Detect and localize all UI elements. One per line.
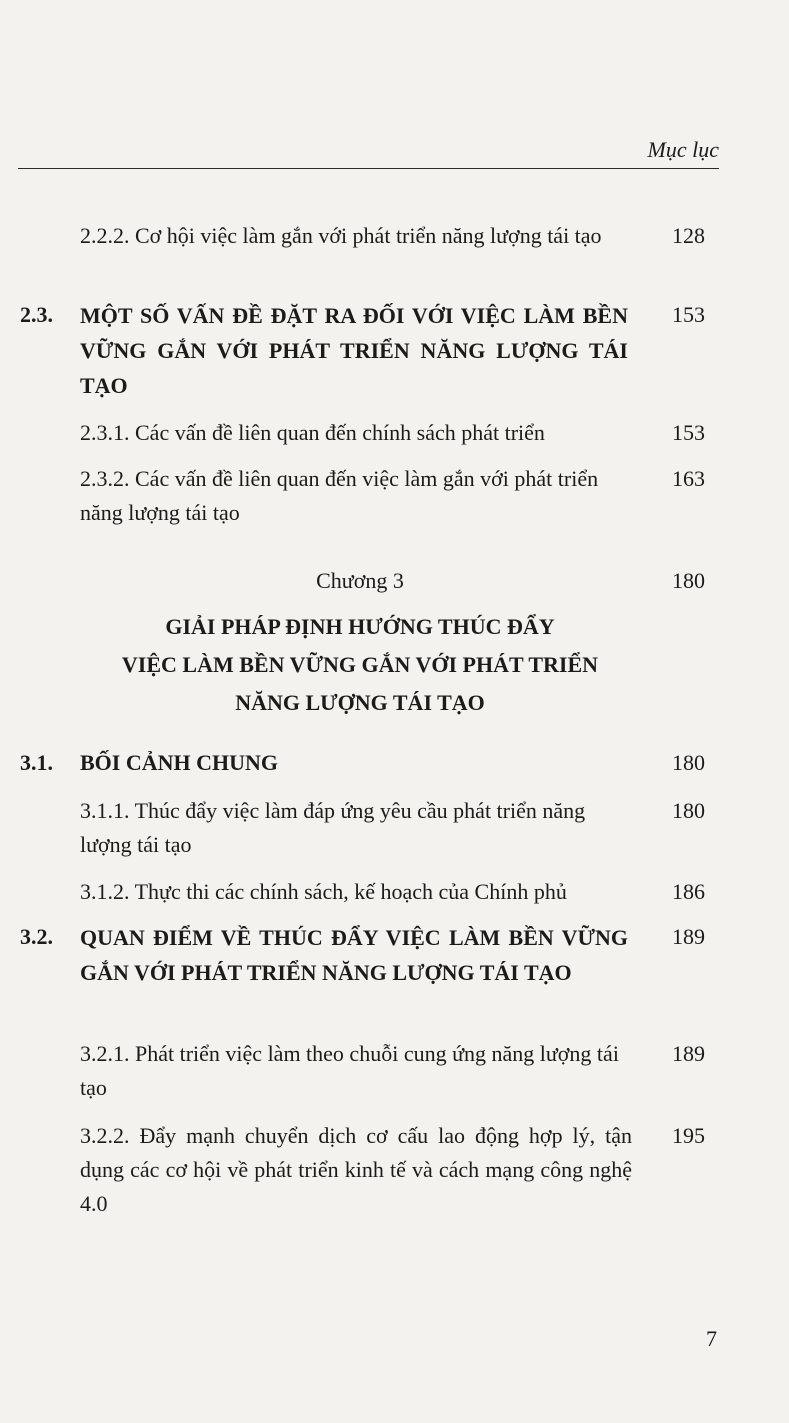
toc-section-3-2 [80,920,628,990]
toc-entry-label: 2.3.2. Các vấn đề liên quan đến việc làm gắn với phát triển năng lượng tái tạo [80,466,599,525]
toc-page-number: 180 [672,798,705,823]
toc-page-number: 128 [672,223,705,248]
toc-entry-label: 2.2.2. Cơ hội việc làm gắn với phát triển năng lượng tái tạo [80,223,602,248]
toc-page-number: 189 [672,924,705,949]
toc-section-3-1 [80,746,628,780]
page-number: 7 [706,1326,717,1351]
toc-section-2-3 [80,298,628,403]
toc-page-number: 195 [672,1123,705,1148]
toc-section-title: BỐI CẢNH CHUNG [80,750,279,775]
toc-page-number: 163 [672,466,705,491]
toc-section-title: QUAN ĐIỂM VỀ THÚC ĐẨY VIỆC LÀM BỀN VỮNG GẮN VỚI PHÁT TRIỂN NĂNG LƯỢNG TÁI TẠO [80,925,628,985]
toc-entry-label: 3.2.1. Phát triển việc làm theo chuỗi cung ứng năng lượng tái tạo [80,1041,619,1100]
toc-page-number: 153 [672,420,705,445]
chapter-title-line-3: NĂNG LƯỢNG TÁI TẠO [235,690,485,715]
toc-section-number: 3.2. [20,924,53,949]
chapter-label: Chương 3 [316,568,404,593]
toc-entry-label: 3.1.1. Thúc đẩy việc làm đáp ứng yêu cầu phát triển năng lượng tái tạo [80,798,586,857]
toc-entry-2-3-2 [80,462,635,530]
toc-entry-label: 3.2.2. Đẩy mạnh chuyển dịch cơ cấu lao động hợp lý, tận dụng các cơ hội về phát triển kinh tế và cách mạng công nghệ 4.0 [80,1123,632,1216]
chapter-title-line-2: VIỆC LÀM BỀN VỮNG GẮN VỚI PHÁT TRIỂN [121,652,599,677]
toc-section-number: 3.1. [20,750,53,775]
toc-entry-2-3-1 [80,416,635,450]
toc-entry-2-2-2 [80,219,635,253]
toc-page-number: 180 [672,750,705,775]
toc-page-number: 153 [672,302,705,327]
header-title: Mục lục [647,137,719,162]
toc-entry-label: 2.3.1. Các vấn đề liên quan đến chính sách phát triển [80,420,545,445]
toc-entry-3-2-2 [80,1119,632,1221]
toc-entry-3-1-2 [80,875,640,909]
chapter-title-line-1: GIẢI PHÁP ĐỊNH HƯỚNG THÚC ĐẨY [165,614,555,639]
toc-entry-label: 3.1.2. Thực thi các chính sách, kế hoạch của Chính phủ [80,879,567,904]
toc-entry-3-2-1 [80,1037,635,1105]
chapter-page-number: 180 [672,568,705,593]
toc-entry-3-1-1 [80,794,635,862]
header-rule [18,168,719,169]
toc-page-number: 186 [672,879,705,904]
toc-page-number: 189 [672,1041,705,1066]
toc-section-title: MỘT SỐ VẤN ĐỀ ĐẶT RA ĐỐI VỚI VIỆC LÀM BỀN VỮNG GẮN VỚI PHÁT TRIỂN NĂNG LƯỢNG TÁI TẠO [80,303,628,398]
toc-section-number: 2.3. [20,302,53,327]
